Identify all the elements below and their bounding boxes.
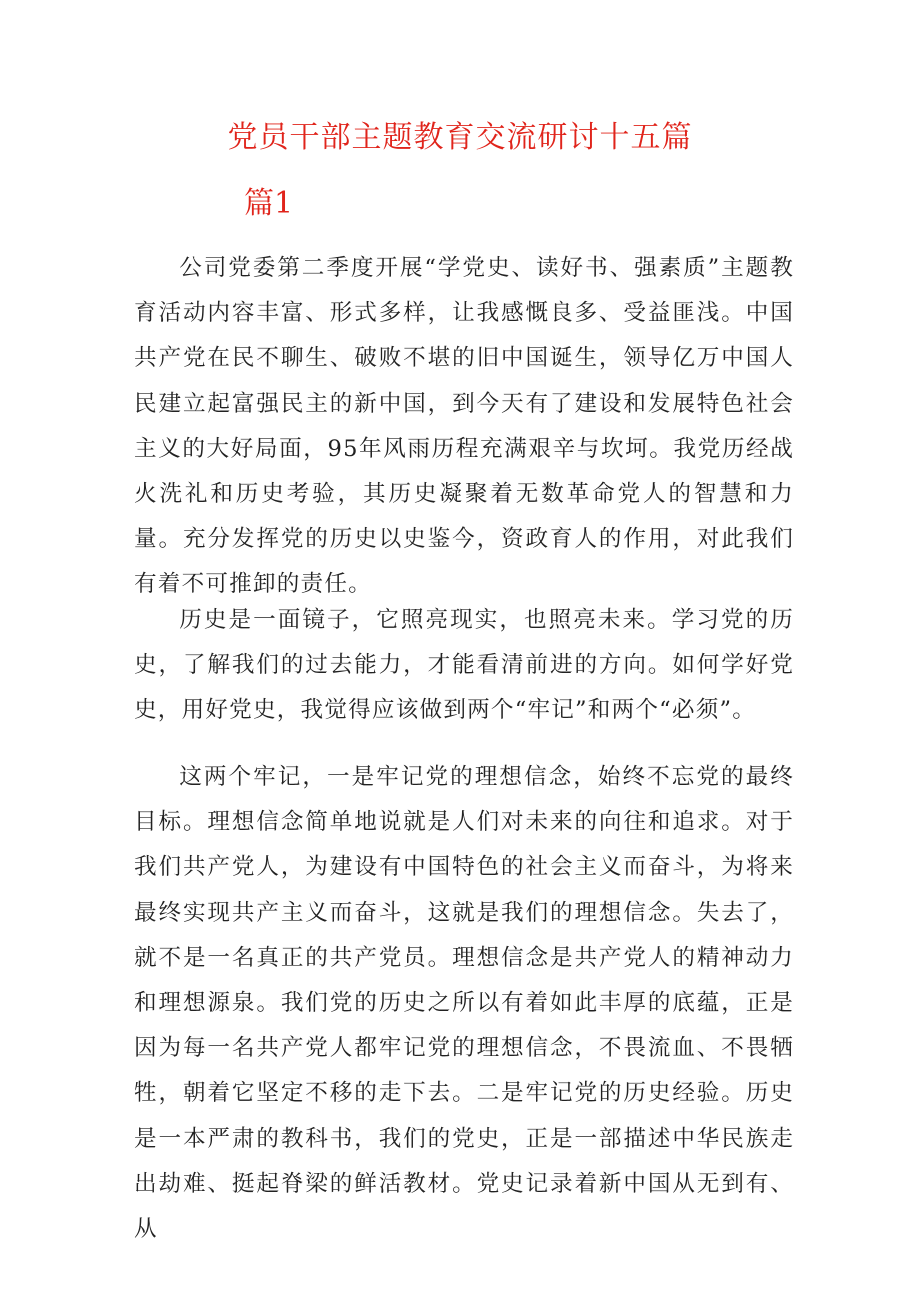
paragraph: 这两个牢记，一是牢记党的理想信念，始终不忘党的最终目标。理想信念简单地说就是人们对未来的向往和追求。对于我们共产党人，为建设有中国特色的社会主义而奋斗，为将来最终实现共产主义而奋斗，这就是我们的理想信念。失去了，就不是一名真正的共产党员。理想信念是共产党人的精神动力和理想源泉。我们党的历史之所以有着如此丰厚的底蕴，正是因为每一名共产党人都牢记党的理想信念，不畏流血、不畏牺牲，朝着它坚定不移的走下去。二是牢记党的历史经验。历史是一本严肃的教科书，我们的党史，正是一部描述中华民族走出劫难、挺起脊梁的鲜活教材。党史记录着新中国从无到有、从 xyxy=(134,764,794,1243)
paragraph: 公司党委第二季度开展“学党史、读好书、强素质”主题教育活动内容丰富、形式多样，让我感慨良多、受益匪浅。中国共产党在民不聊生、破败不堪的旧中国诞生，领导亿万中国人民建立起富强民主的新中国，到今天有了建设和发展特色社会主义的大好局面，95年风雨历程充满艰辛与坎坷。我党历经战火洗礼和历史考验，其历史凝聚着无数革命党人的智慧和力量。充分发挥党的历史以史鉴今，资政育人的作用，对此我们有着不可推卸的责任。 xyxy=(134,255,794,598)
section-heading: 篇1 xyxy=(244,186,294,221)
paragraph: 历史是一面镜子，它照亮现实，也照亮未来。学习党的历史，了解我们的过去能力，才能看清前进的方向。如何学好党史，用好党史，我觉得应该做到两个“牢记”和两个“必须”。 xyxy=(134,607,794,724)
document-title: 党员干部主题教育交流研讨十五篇 xyxy=(227,120,693,155)
